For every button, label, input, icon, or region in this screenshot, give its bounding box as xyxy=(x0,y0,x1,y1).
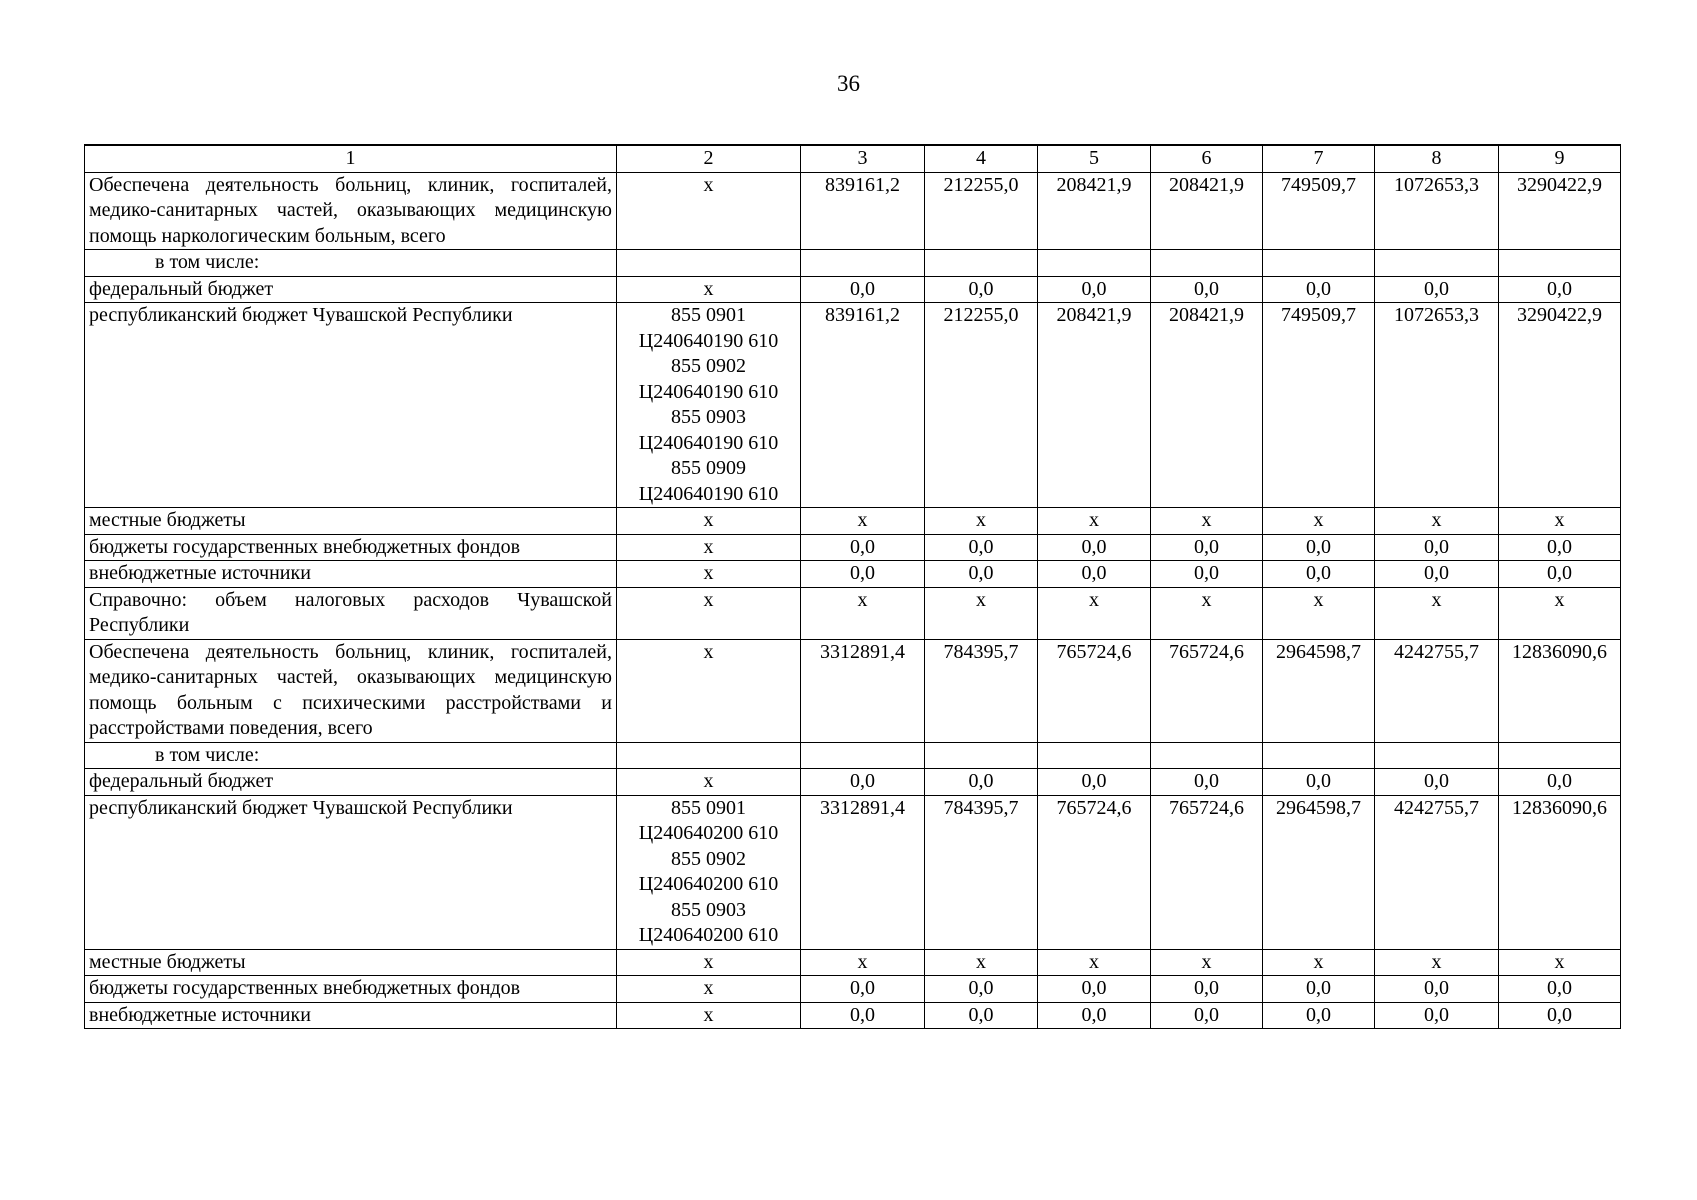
header-cell: 2 xyxy=(617,145,801,172)
value-cell-col-9: x xyxy=(1499,587,1621,639)
value-cell-col-7: 0,0 xyxy=(1263,976,1375,1003)
budget-code-cell xyxy=(617,276,801,303)
value-cell-col-7: 0,0 xyxy=(1263,769,1375,796)
value-cell-col-9 xyxy=(1499,742,1621,769)
value-cell-col-9: 0,0 xyxy=(1499,561,1621,588)
value-cell-col-4: 0,0 xyxy=(925,534,1038,561)
budget-code: Ц240640200 610 xyxy=(638,924,779,946)
value-cell-col-3: 0,0 xyxy=(801,276,925,303)
value-cell-col-6: 0,0 xyxy=(1151,534,1263,561)
value-cell-col-8: 0,0 xyxy=(1375,769,1499,796)
budget-code-cell xyxy=(617,976,801,1003)
budget-code: 855 0903 xyxy=(671,898,746,921)
budget-code: x xyxy=(703,509,714,531)
table-row xyxy=(85,276,1621,303)
value-cell-col-3: 3312891,4 xyxy=(801,639,925,742)
value-cell-col-3: x xyxy=(801,508,925,535)
value-cell-col-7: 749509,7 xyxy=(1263,303,1375,508)
value-cell-col-6: 0,0 xyxy=(1151,1002,1263,1029)
value-cell-col-5: 0,0 xyxy=(1038,769,1151,796)
header-cell: 8 xyxy=(1375,145,1499,172)
value-cell-col-5: x xyxy=(1038,949,1151,976)
value-cell-col-6: x xyxy=(1151,949,1263,976)
value-cell-col-5: 0,0 xyxy=(1038,534,1151,561)
row-description: федеральный бюджет xyxy=(85,276,617,303)
budget-code: Ц240640190 610 xyxy=(638,482,779,505)
value-cell-col-9: 0,0 xyxy=(1499,276,1621,303)
header-cell: 9 xyxy=(1499,145,1621,172)
budget-code: x xyxy=(703,535,714,558)
table-row xyxy=(85,508,1621,535)
value-cell-col-4: 212255,0 xyxy=(925,172,1038,250)
row-description: местные бюджеты xyxy=(85,949,617,976)
value-cell-col-3 xyxy=(801,250,925,277)
value-cell-col-8: 0,0 xyxy=(1375,561,1499,588)
budget-code: Ц240640190 610 xyxy=(638,431,779,454)
header-cell: 1 xyxy=(85,145,617,172)
value-cell-col-6 xyxy=(1151,250,1263,277)
table-row xyxy=(85,561,1621,588)
value-cell-col-8 xyxy=(1375,250,1499,277)
table-row xyxy=(85,172,1621,250)
budget-code-cell xyxy=(617,561,801,588)
table-row xyxy=(85,587,1621,639)
value-cell-col-5: x xyxy=(1038,508,1151,535)
budget-code-cell xyxy=(617,639,801,742)
value-cell-col-4: 0,0 xyxy=(925,976,1038,1003)
table-row xyxy=(85,1002,1621,1029)
value-cell-col-7: 0,0 xyxy=(1263,534,1375,561)
value-cell-col-9: 12836090,6 xyxy=(1499,795,1621,949)
value-cell-col-4: 212255,0 xyxy=(925,303,1038,508)
value-cell-col-9: 0,0 xyxy=(1499,1002,1621,1029)
budget-code: 855 0901 xyxy=(671,304,746,326)
table-row xyxy=(85,303,1621,508)
budget-code: x xyxy=(703,588,714,611)
value-cell-col-5: 0,0 xyxy=(1038,976,1151,1003)
budget-code-cell xyxy=(617,587,801,639)
budget-code: x xyxy=(703,562,714,584)
row-description: местные бюджеты xyxy=(85,508,617,535)
value-cell-col-5 xyxy=(1038,742,1151,769)
value-cell-col-7: 2964598,7 xyxy=(1263,639,1375,742)
value-cell-col-3: x xyxy=(801,949,925,976)
value-cell-col-6: x xyxy=(1151,508,1263,535)
table-row xyxy=(85,949,1621,976)
budget-code: 855 0902 xyxy=(671,355,746,377)
value-cell-col-9: x xyxy=(1499,949,1621,976)
budget-code-cell xyxy=(617,769,801,796)
table-row xyxy=(85,976,1621,1003)
value-cell-col-3 xyxy=(801,742,925,769)
value-cell-col-8: 0,0 xyxy=(1375,276,1499,303)
value-cell-col-9: 12836090,6 xyxy=(1499,639,1621,742)
value-cell-col-7: 2964598,7 xyxy=(1263,795,1375,949)
table-body xyxy=(85,145,1621,1029)
budget-table xyxy=(84,144,1621,1029)
value-cell-col-7: x xyxy=(1263,949,1375,976)
budget-code-cell xyxy=(617,795,801,949)
value-cell-col-6: 0,0 xyxy=(1151,561,1263,588)
value-cell-col-7: 0,0 xyxy=(1263,1002,1375,1029)
header-cell: 5 xyxy=(1038,145,1151,172)
value-cell-col-7: 0,0 xyxy=(1263,561,1375,588)
value-cell-col-7 xyxy=(1263,742,1375,769)
value-cell-col-4: 0,0 xyxy=(925,276,1038,303)
value-cell-col-4: 0,0 xyxy=(925,769,1038,796)
value-cell-col-4: x xyxy=(925,949,1038,976)
row-description: внебюджетные источники xyxy=(85,1002,617,1029)
value-cell-col-8: 0,0 xyxy=(1375,534,1499,561)
row-description: в том числе: xyxy=(85,742,617,769)
value-cell-col-5 xyxy=(1038,250,1151,277)
table-row xyxy=(85,639,1621,742)
value-cell-col-7: x xyxy=(1263,508,1375,535)
row-description: в том числе: xyxy=(85,250,617,277)
value-cell-col-7 xyxy=(1263,250,1375,277)
value-cell-col-9: 3290422,9 xyxy=(1499,303,1621,508)
budget-code-cell xyxy=(617,742,801,769)
row-description: бюджеты государственных внебюджетных фондов xyxy=(85,534,617,561)
value-cell-col-7: 0,0 xyxy=(1263,276,1375,303)
table-row xyxy=(85,769,1621,796)
header-cell: 7 xyxy=(1263,145,1375,172)
row-description: федеральный бюджет xyxy=(85,769,617,796)
budget-code: x xyxy=(703,277,714,300)
budget-code: Ц240640190 610 xyxy=(638,380,779,403)
value-cell-col-4: 784395,7 xyxy=(925,795,1038,949)
budget-code-cell xyxy=(617,508,801,535)
value-cell-col-3: 839161,2 xyxy=(801,303,925,508)
budget-code: x xyxy=(703,770,714,792)
value-cell-col-6: x xyxy=(1151,587,1263,639)
value-cell-col-9: x xyxy=(1499,508,1621,535)
value-cell-col-6: 0,0 xyxy=(1151,976,1263,1003)
value-cell-col-3: x xyxy=(801,587,925,639)
budget-code-cell xyxy=(617,172,801,250)
table-row xyxy=(85,534,1621,561)
table-row xyxy=(85,250,1621,277)
row-description: Справочно: объем налоговых расходов Чувашской Республики xyxy=(85,587,617,639)
value-cell-col-4: 784395,7 xyxy=(925,639,1038,742)
value-cell-col-4: 0,0 xyxy=(925,561,1038,588)
value-cell-col-5: 208421,9 xyxy=(1038,172,1151,250)
budget-code: x xyxy=(703,950,714,973)
budget-code: 855 0902 xyxy=(671,847,746,870)
row-description: Обеспечена деятельность больниц, клиник, госпиталей, медико-санитарных частей, оказывающих медицинскую помощь наркологическим больным, всего xyxy=(85,172,617,250)
budget-code-cell xyxy=(617,1002,801,1029)
budget-code: x xyxy=(703,173,714,196)
value-cell-col-3: 0,0 xyxy=(801,769,925,796)
budget-code: Ц240640190 610 xyxy=(638,329,779,352)
header-row xyxy=(85,145,1621,172)
value-cell-col-4: x xyxy=(925,508,1038,535)
value-cell-col-5: x xyxy=(1038,587,1151,639)
budget-code: 855 0903 xyxy=(671,406,746,428)
value-cell-col-6: 0,0 xyxy=(1151,769,1263,796)
value-cell-col-6: 765724,6 xyxy=(1151,795,1263,949)
value-cell-col-9 xyxy=(1499,250,1621,277)
value-cell-col-6: 208421,9 xyxy=(1151,172,1263,250)
header-cell: 6 xyxy=(1151,145,1263,172)
value-cell-col-8: 4242755,7 xyxy=(1375,639,1499,742)
header-cell: 4 xyxy=(925,145,1038,172)
value-cell-col-5: 0,0 xyxy=(1038,276,1151,303)
value-cell-col-3: 0,0 xyxy=(801,561,925,588)
row-description: внебюджетные источники xyxy=(85,561,617,588)
value-cell-col-8: x xyxy=(1375,949,1499,976)
budget-code: Ц240640200 610 xyxy=(638,822,779,844)
value-cell-col-8: x xyxy=(1375,508,1499,535)
page-number: 36 xyxy=(837,71,860,96)
header-cell: 3 xyxy=(801,145,925,172)
value-cell-col-3: 839161,2 xyxy=(801,172,925,250)
budget-code: 855 0909 xyxy=(671,457,746,479)
value-cell-col-9: 0,0 xyxy=(1499,534,1621,561)
table-row xyxy=(85,795,1621,949)
value-cell-col-8 xyxy=(1375,742,1499,769)
value-cell-col-5: 765724,6 xyxy=(1038,795,1151,949)
value-cell-col-5: 208421,9 xyxy=(1038,303,1151,508)
value-cell-col-4: x xyxy=(925,587,1038,639)
value-cell-col-4 xyxy=(925,250,1038,277)
value-cell-col-8: 0,0 xyxy=(1375,976,1499,1003)
value-cell-col-3: 0,0 xyxy=(801,534,925,561)
row-description: бюджеты государственных внебюджетных фондов xyxy=(85,976,617,1003)
value-cell-col-6: 765724,6 xyxy=(1151,639,1263,742)
row-description: республиканский бюджет Чувашской Республики xyxy=(85,795,617,949)
value-cell-col-5: 0,0 xyxy=(1038,1002,1151,1029)
value-cell-col-9: 0,0 xyxy=(1499,976,1621,1003)
value-cell-col-7: 749509,7 xyxy=(1263,172,1375,250)
budget-code: Ц240640200 610 xyxy=(638,873,779,895)
budget-code: 855 0901 xyxy=(671,796,746,819)
value-cell-col-6: 0,0 xyxy=(1151,276,1263,303)
budget-code: x xyxy=(703,977,714,999)
value-cell-col-8: x xyxy=(1375,587,1499,639)
value-cell-col-6: 208421,9 xyxy=(1151,303,1263,508)
value-cell-col-3: 3312891,4 xyxy=(801,795,925,949)
value-cell-col-7: x xyxy=(1263,587,1375,639)
value-cell-col-4 xyxy=(925,742,1038,769)
value-cell-col-5: 765724,6 xyxy=(1038,639,1151,742)
budget-code-cell xyxy=(617,250,801,277)
value-cell-col-9: 0,0 xyxy=(1499,769,1621,796)
row-description: Обеспечена деятельность больниц, клиник, госпиталей, медико-санитарных частей, оказывающих медицинскую помощь больным с психическими расстройствами и расстройствами поведения, всего xyxy=(85,639,617,742)
budget-code: x xyxy=(703,1003,714,1026)
budget-code-cell xyxy=(617,303,801,508)
value-cell-col-8: 1072653,3 xyxy=(1375,303,1499,508)
value-cell-col-3: 0,0 xyxy=(801,976,925,1003)
row-description: республиканский бюджет Чувашской Республики xyxy=(85,303,617,508)
value-cell-col-8: 0,0 xyxy=(1375,1002,1499,1029)
value-cell-col-9: 3290422,9 xyxy=(1499,172,1621,250)
value-cell-col-4: 0,0 xyxy=(925,1002,1038,1029)
value-cell-col-8: 4242755,7 xyxy=(1375,795,1499,949)
budget-code: x xyxy=(703,640,714,663)
value-cell-col-6 xyxy=(1151,742,1263,769)
budget-code-cell xyxy=(617,534,801,561)
value-cell-col-3: 0,0 xyxy=(801,1002,925,1029)
table-row xyxy=(85,742,1621,769)
budget-code-cell xyxy=(617,949,801,976)
value-cell-col-8: 1072653,3 xyxy=(1375,172,1499,250)
value-cell-col-5: 0,0 xyxy=(1038,561,1151,588)
